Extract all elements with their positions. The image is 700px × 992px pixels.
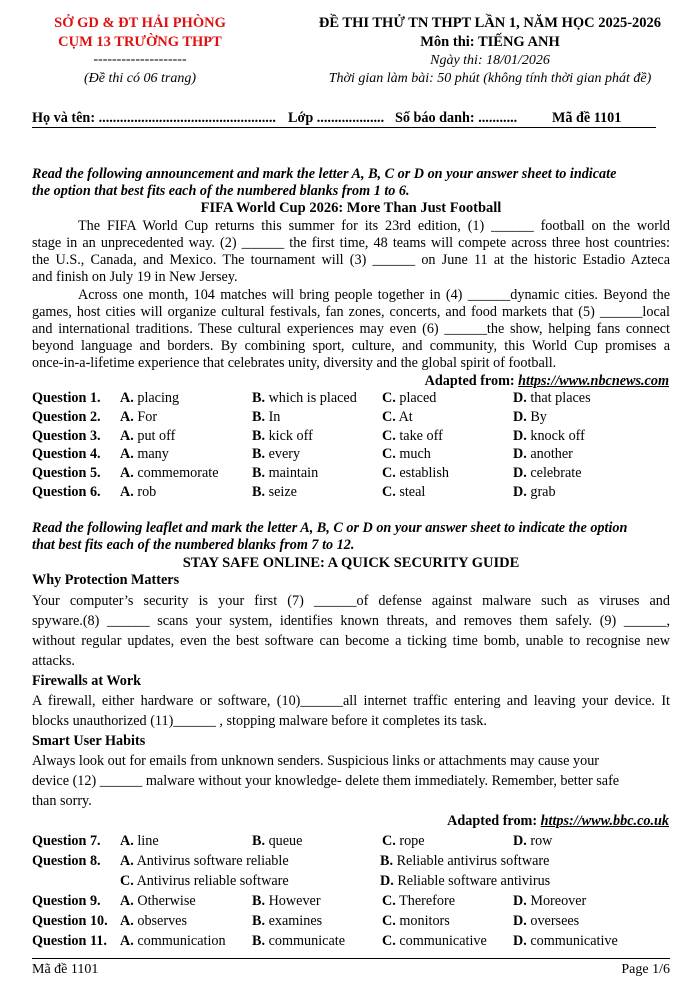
source-link[interactable]: https://www.nbcnews.com [518, 373, 669, 389]
option-b[interactable]: B. communicate [252, 933, 345, 949]
source-citation-1 [425, 373, 669, 390]
option-a[interactable]: A. communication [120, 933, 226, 949]
student-id-field[interactable]: Số báo danh: ........... [395, 110, 518, 126]
option-a[interactable]: A. placing [120, 390, 180, 406]
option-b[interactable]: B. Reliable antivirus software [380, 853, 550, 869]
option-d[interactable]: D. communicative [513, 933, 618, 949]
option-c[interactable]: C. much [382, 446, 431, 462]
question-label: Question 5. [32, 465, 101, 481]
option-d[interactable]: D. another [513, 446, 573, 462]
option-d[interactable]: D. oversees [513, 913, 580, 929]
section2-heading-habits: Smart User Habits [32, 733, 146, 749]
leaflet-line: without regular updates, even the best software can become a ticking time bomb, unable to recognise new [32, 633, 670, 649]
passage2-line: games, host cities will organize cultural festivals, fan zones, concerts, and food markets that (5) ______local [32, 304, 670, 320]
department-name: SỞ GD & ĐT HẢI PHÒNG [54, 15, 226, 31]
question-label: Question 10. [32, 913, 108, 929]
section2-instruction-line1: Read the following leaflet and mark the letter A, B, C or D on your answer sheet to indicate the option [32, 520, 628, 536]
question-label: Question 2. [32, 409, 101, 425]
student-class-field[interactable]: Lớp ................... [288, 110, 385, 126]
option-c[interactable]: C. monitors [382, 913, 450, 929]
section2-heading-firewalls: Firewalls at Work [32, 673, 142, 689]
option-a[interactable]: A. Otherwise [120, 893, 196, 909]
section2-heading-protection: Why Protection Matters [32, 572, 180, 588]
section2-instruction-line2: that best fits each of the numbered blanks from 7 to 12. [32, 537, 355, 553]
passage1-line: The FIFA World Cup returns this summer for its 23rd edition, (1) ______ football on the world [78, 218, 670, 234]
passage1-line: the U.S., Canada, and Mexico. The tournament will (3) ______ on June 11 at the historic Estadio Azteca [32, 252, 670, 268]
leaflet-line: attacks. [32, 653, 75, 669]
option-d[interactable]: D. knock off [513, 428, 585, 444]
question-label: Question 11. [32, 933, 107, 949]
footer-exam-code: Mã đề 1101 [32, 962, 99, 977]
leaflet-line: spyware.(8) ______ scans your system, identifies known threats, and removes them safely. (9) ______, [32, 613, 670, 629]
leaflet-line: device (12) ______ malware without your knowledge- delete them immediately. Remember, better safe [32, 773, 620, 789]
question-label: Question 4. [32, 446, 101, 462]
question-label: Question 6. [32, 484, 101, 500]
option-a[interactable]: A. put off [120, 428, 176, 444]
option-a[interactable]: A. For [120, 409, 158, 425]
option-d[interactable]: D. grab [513, 484, 556, 500]
option-b[interactable]: B. maintain [252, 465, 319, 481]
option-c[interactable]: C. communicative [382, 933, 487, 949]
option-a[interactable]: A. many [120, 446, 169, 462]
school-cluster: CỤM 13 TRƯỜNG THPT [58, 34, 222, 50]
leaflet-line: blocks unauthorized (11)______ , stopping malware before it completes its task. [32, 713, 487, 729]
question-label: Question 3. [32, 428, 101, 444]
option-d[interactable]: D. Moreover [513, 893, 587, 909]
leaflet-line: than sorry. [32, 793, 92, 809]
question-label: Question 8. [32, 853, 101, 869]
passage1-line: stage in an unprecedented way. (2) ______ the first time, 48 teams will compete across three host countries: [32, 235, 670, 251]
option-b[interactable]: B. In [252, 409, 281, 425]
footer-page-number: Page 1/6 [621, 962, 670, 977]
passage1-line: and finish on July 19 in New Jersey. [32, 269, 238, 285]
option-a[interactable]: A. observes [120, 913, 187, 929]
header-dashes: -------------------- [93, 52, 187, 67]
section1-instruction-line1: Read the following announcement and mark the letter A, B, C or D on your answer sheet to indicate [32, 166, 617, 182]
footer-divider [32, 958, 670, 959]
source-label: Adapted from: [447, 813, 541, 829]
option-c[interactable]: C. rope [382, 833, 425, 849]
passage2-line: Across one month, 104 matches will bring people together in (4) ______dynamic cities. Beyond the [78, 287, 670, 303]
question-label: Question 7. [32, 833, 101, 849]
section1-instruction-line2: the option that best fits each of the numbered blanks from 1 to 6. [32, 183, 410, 199]
exam-subject: Môn thi: TIẾNG ANH [420, 34, 560, 50]
option-d[interactable]: D. that places [513, 390, 591, 406]
option-b[interactable]: B. kick off [252, 428, 313, 444]
leaflet-line: Always look out for emails from unknown senders. Suspicious links or attachments may cause your [32, 753, 600, 769]
option-d[interactable]: D. row [513, 833, 553, 849]
option-c[interactable]: C. Therefore [382, 893, 456, 909]
option-c[interactable]: C. take off [382, 428, 443, 444]
passage2-line: once-in-a-lifetime experience that celebrates unity, diversity and the global spirit of football. [32, 355, 557, 371]
option-a[interactable]: A. Antivirus software reliable [120, 853, 289, 869]
option-b[interactable]: B. queue [252, 833, 303, 849]
option-b[interactable]: B. which is placed [252, 390, 357, 406]
option-d[interactable]: D. celebrate [513, 465, 582, 481]
section2-title: STAY SAFE ONLINE: A QUICK SECURITY GUIDE [182, 555, 520, 571]
option-c[interactable]: C. Antivirus reliable software [120, 873, 289, 889]
option-b[interactable]: B. seize [252, 484, 297, 500]
option-c[interactable]: C. At [382, 409, 413, 425]
pages-note: (Đề thi có 06 trang) [84, 71, 196, 86]
exam-time: Thời gian làm bài: 50 phút (không tính thời gian phát đề) [328, 71, 652, 86]
option-a[interactable]: A. rob [120, 484, 157, 500]
option-d[interactable]: D. Reliable software antivirus [380, 873, 551, 889]
exam-title: ĐỀ THI THỬ TN THPT LẦN 1, NĂM HỌC 2025-2026 [318, 15, 662, 31]
option-c[interactable]: C. steal [382, 484, 426, 500]
option-d[interactable]: D. By [513, 409, 547, 425]
leaflet-line: A firewall, either hardware or software, (10)______all internet traffic entering and leaving your device. It [32, 693, 670, 709]
option-b[interactable]: B. every [252, 446, 301, 462]
option-b[interactable]: B. However [252, 893, 321, 909]
passage2-line: beyond language and borders. By combining sport, culture, and community, this World Cup promises a [32, 338, 670, 354]
question-label: Question 9. [32, 893, 101, 909]
option-c[interactable]: C. placed [382, 390, 437, 406]
section1-title: FIFA World Cup 2026: More Than Just Football [200, 200, 502, 216]
source-label: Adapted from: [424, 373, 519, 389]
source-link[interactable]: https://www.bbc.co.uk [540, 813, 669, 829]
exam-date: Ngày thi: 18/01/2026 [430, 53, 550, 68]
source-citation-2 [447, 813, 669, 830]
exam-code: Mã đề 1101 [552, 110, 622, 126]
option-c[interactable]: C. establish [382, 465, 449, 481]
header-divider [32, 127, 656, 128]
passage2-line: and international traditions. These cultural experiences may even (6) ______the show, helping fans connect [32, 321, 670, 337]
leaflet-line: Your computer’s security is your first (7) ______of defense against malware such as viruses and [32, 593, 670, 609]
question-label: Question 1. [32, 390, 101, 406]
student-name-field[interactable]: Họ và tên: .................................................. [32, 110, 276, 126]
option-a[interactable]: A. commemorate [120, 465, 219, 481]
option-a[interactable]: A. line [120, 833, 159, 849]
option-b[interactable]: B. examines [252, 913, 323, 929]
